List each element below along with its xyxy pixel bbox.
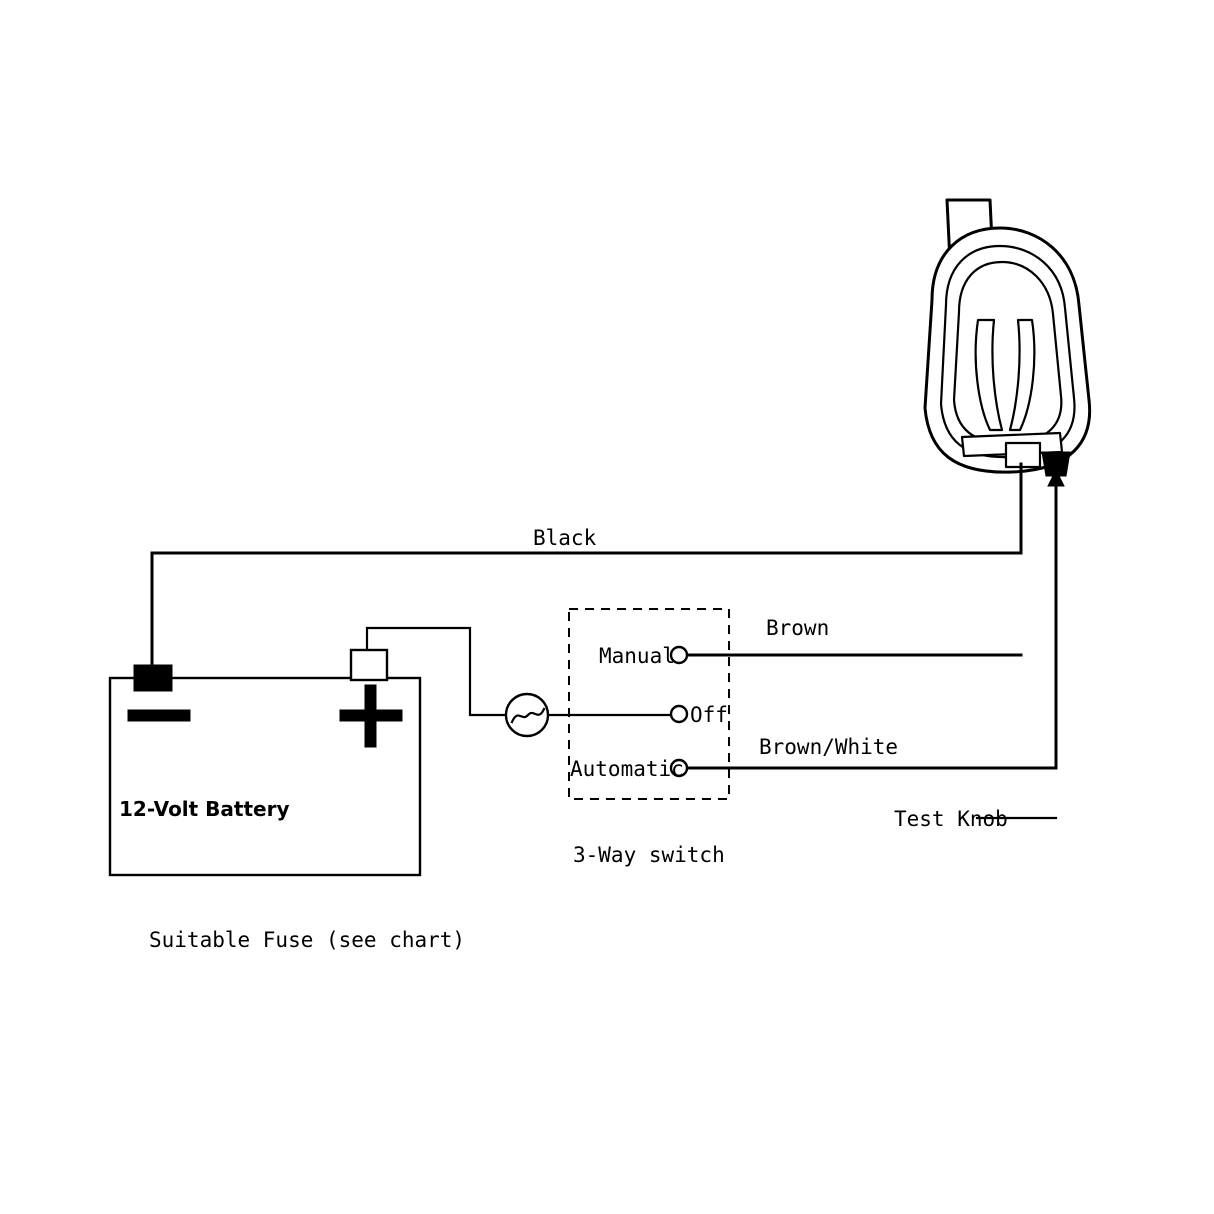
battery-minus-sign-icon	[128, 710, 190, 721]
wire-brown-white	[686, 484, 1056, 768]
label-black-wire: Black	[533, 526, 597, 550]
wire-positive-path	[367, 628, 509, 715]
fuse-symbol	[506, 694, 548, 736]
wire-black	[152, 464, 1021, 665]
pump-wire-block-icon	[1006, 443, 1040, 467]
label-brown-white-wire: Brown/White	[759, 735, 899, 759]
label-switch-automatic: Automatic	[570, 757, 684, 781]
label-three-way-switch: 3-Way switch	[573, 843, 725, 867]
wire-black-path	[152, 464, 1021, 665]
battery-positive-post-icon	[351, 650, 387, 680]
bilge-pump	[925, 200, 1090, 486]
label-switch-manual: Manual	[599, 644, 675, 668]
label-fuse-note: Suitable Fuse (see chart)	[149, 928, 466, 952]
battery-plus-sign-vertical-icon	[365, 685, 376, 747]
battery-label: 12-Volt Battery	[119, 797, 290, 821]
label-brown-wire: Brown	[766, 616, 830, 640]
pump-cavity-icon	[954, 262, 1061, 443]
battery-negative-post-icon	[134, 665, 172, 691]
battery	[110, 650, 420, 875]
label-test-knob: Test Knob	[894, 807, 1008, 831]
label-switch-off: Off	[690, 703, 728, 727]
wire-brown-white-path	[686, 484, 1056, 768]
switch-terminal-off-icon[interactable]	[671, 706, 687, 722]
